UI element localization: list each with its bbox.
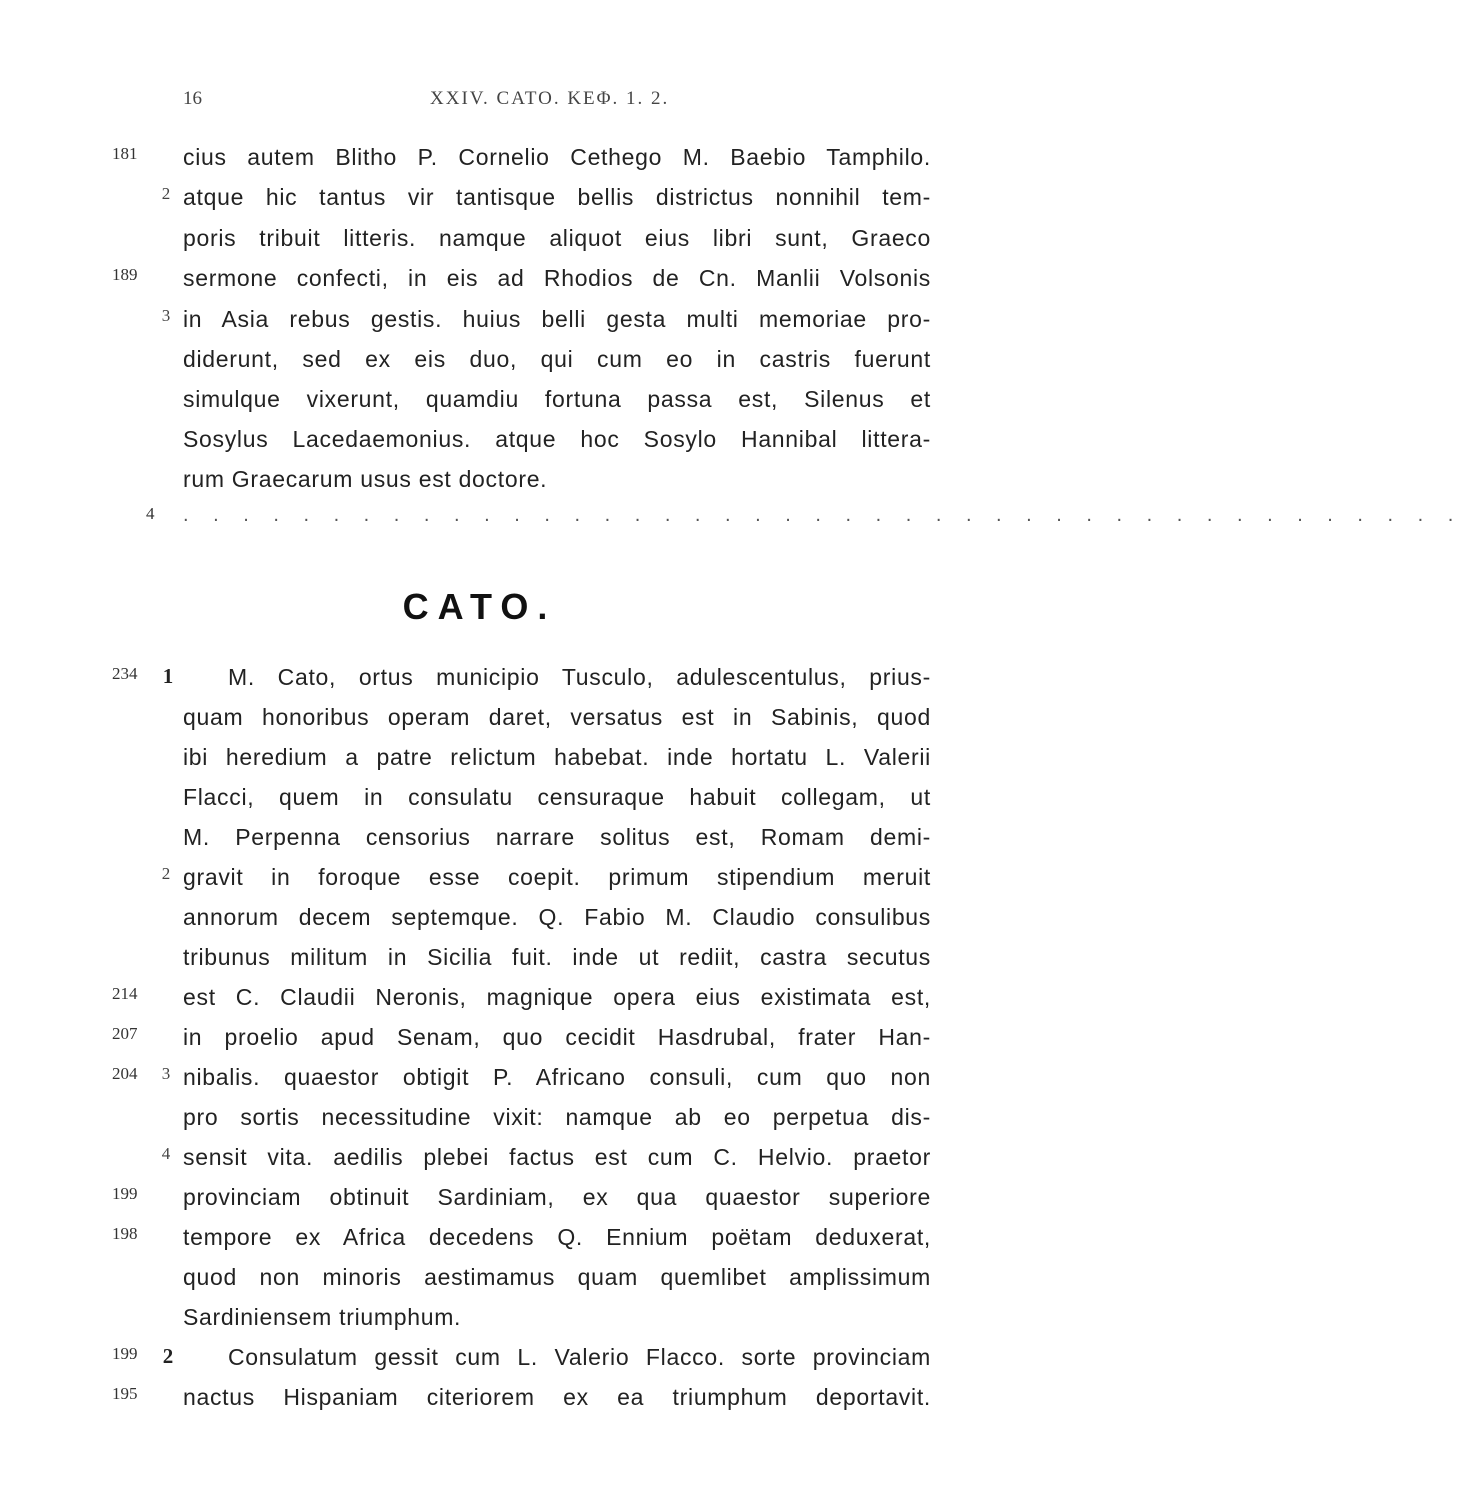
- line-text: sermone confecti, in eis ad Rhodios de Cn. Manlii Volsonis: [183, 265, 931, 291]
- year-margin-note: 207: [112, 1024, 138, 1043]
- year-margin-note: 189: [112, 265, 138, 284]
- line-text: nactus Hispaniam citeriorem ex ea triumphum deportavit.: [183, 1384, 931, 1410]
- text-line: [0, 704, 959, 744]
- year-margin-note: 214: [112, 984, 138, 1003]
- line-text: quod non minoris aestimamus quam quemlibet amplissimum: [183, 1264, 931, 1290]
- page-number: 16: [183, 88, 202, 109]
- line-text: tempore ex Africa decedens Q. Ennium poëtam deduxerat,: [183, 1224, 931, 1250]
- line-text: diderunt, sed ex eis duo, qui cum eo in castris fuerunt: [183, 346, 931, 372]
- year-margin-note: 181: [112, 144, 138, 163]
- text-line: [0, 1184, 959, 1224]
- year-margin-note: 204: [112, 1064, 138, 1083]
- text-line: [0, 144, 959, 184]
- chapter-number: 2: [162, 1344, 174, 1368]
- text-line: [0, 1384, 959, 1424]
- text-line: [0, 744, 959, 784]
- line-text: Sosylus Lacedaemonius. atque hoc Sosylo Hannibal littera-: [183, 426, 931, 452]
- text-line: [0, 466, 959, 506]
- section-title: CATO.: [402, 586, 557, 627]
- line-text: gravit in foroque esse coepit. primum stipendium meruit: [183, 864, 931, 890]
- text-line: [0, 184, 959, 224]
- text-line: [0, 1064, 959, 1104]
- text-line: [0, 1344, 959, 1384]
- year-margin-note: 199: [112, 1184, 138, 1203]
- section-number: 2: [161, 864, 171, 883]
- line-text: pro sortis necessitudine vixit: namque ab eo perpetua dis-: [183, 1104, 931, 1130]
- line-text: M. Perpenna censorius narrare solitus est, Romam demi-: [183, 824, 931, 850]
- line-text: in proelio apud Senam, quo cecidit Hasdrubal, frater Han-: [183, 1024, 931, 1050]
- text-line: [0, 346, 959, 386]
- text-line: [0, 944, 959, 984]
- text-line: [0, 864, 959, 904]
- line-text: poris tribuit litteris. namque aliquot eius libri sunt, Graeco: [183, 225, 931, 251]
- section-number: 2: [161, 184, 171, 203]
- text-line: [0, 225, 959, 265]
- line-text: tribunus militum in Sicilia fuit. inde ut rediit, castra secutus: [183, 944, 931, 970]
- year-margin-note: 199: [112, 1344, 138, 1363]
- text-line: [0, 306, 959, 346]
- text-line: [0, 904, 959, 944]
- text-line: [0, 265, 959, 305]
- text-line: [0, 1264, 959, 1304]
- text-line: [0, 664, 959, 704]
- line-text: est C. Claudii Neronis, magnique opera eius existimata est,: [183, 984, 931, 1010]
- line-text: sensit vita. aedilis plebei factus est cum C. Helvio. praetor: [183, 1144, 931, 1170]
- lacuna-section-number: 4: [146, 504, 155, 523]
- line-text: provinciam obtinuit Sardiniam, ex qua quaestor superiore: [183, 1184, 931, 1210]
- line-text: quam honoribus operam daret, versatus est in Sabinis, quod: [183, 704, 931, 730]
- running-header: [0, 88, 959, 118]
- section-number: 3: [161, 306, 171, 325]
- text-line: [0, 1104, 959, 1144]
- chapter-number: 1: [162, 664, 174, 688]
- text-line: [0, 1024, 959, 1064]
- section-number: 4: [161, 1144, 171, 1163]
- line-text: simulque vixerunt, quamdiu fortuna passa est, Silenus et: [183, 386, 931, 412]
- line-text: atque hic tantus vir tantisque bellis districtus nonnihil tem-: [183, 184, 931, 210]
- line-text: rum Graecarum usus est doctore.: [183, 466, 548, 492]
- text-line: [0, 824, 959, 864]
- text-line: [0, 984, 959, 1024]
- year-margin-note: 195: [112, 1384, 138, 1403]
- text-line: [0, 1304, 959, 1344]
- line-text: nibalis. quaestor obtigit P. Africano consuli, cum quo non: [183, 1064, 931, 1090]
- running-title: XXIV. CATO. ΚΕΦ. 1. 2.: [430, 88, 670, 109]
- year-margin-note: 198: [112, 1224, 138, 1243]
- line-text: ibi heredium a patre relictum habebat. inde hortatu L. Valerii: [183, 744, 931, 770]
- line-text: annorum decem septemque. Q. Fabio M. Claudio consulibus: [183, 904, 931, 930]
- line-text: in Asia rebus gestis. huius belli gesta multi memoriae pro-: [183, 306, 931, 332]
- line-text: Consulatum gessit cum L. Valerio Flacco. sorte provinciam: [228, 1344, 931, 1370]
- text-line: [0, 1224, 959, 1264]
- line-text: Sardiniensem triumphum.: [183, 1304, 462, 1330]
- text-line: [0, 386, 959, 426]
- lacuna-dots: . . . . . . . . . . . . . . . . . . . . . . . . . . . . . . . . . . . . . . . . . . .: [183, 504, 1463, 526]
- text-line: [0, 426, 959, 466]
- section-number: 3: [161, 1064, 171, 1083]
- text-line: [0, 1144, 959, 1184]
- text-line: [0, 784, 959, 824]
- line-text: Flacci, quem in consulatu censuraque habuit collegam, ut: [183, 784, 931, 810]
- year-margin-note: 234: [112, 664, 138, 683]
- line-text: cius autem Blitho P. Cornelio Cethego M. Baebio Tamphilo.: [183, 144, 931, 170]
- line-text: M. Cato, ortus municipio Tusculo, adulescentulus, prius-: [228, 664, 931, 690]
